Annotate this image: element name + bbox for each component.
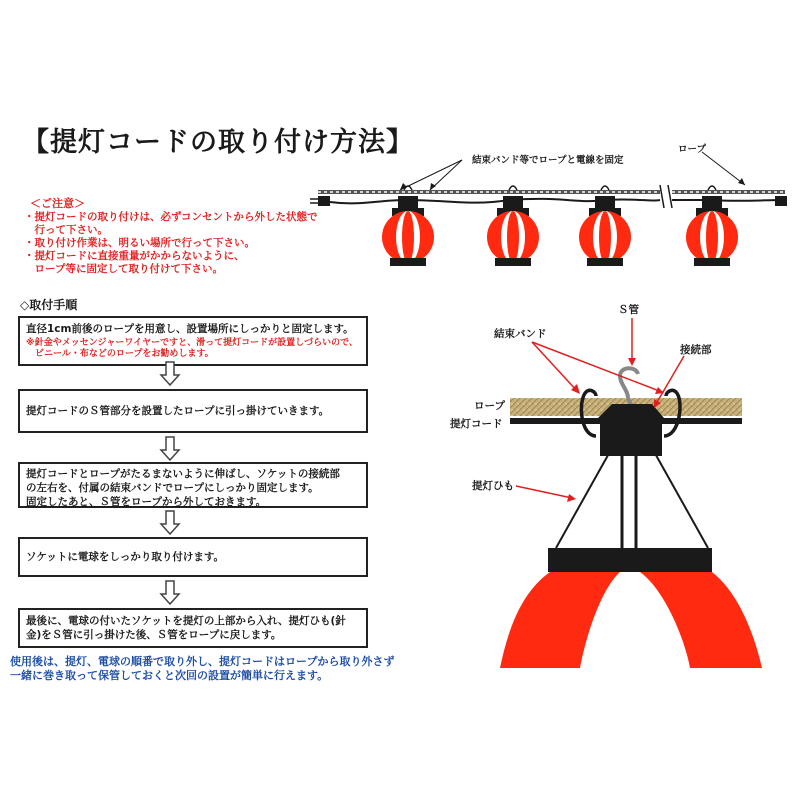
lantern-string-label: 提灯ひも xyxy=(472,480,514,492)
notice-line: ・提灯コードに直接重量がかからないように、 xyxy=(24,250,245,262)
step-3-line: の左右を、付属の結束バンドでロープにしっかり固定します。 xyxy=(26,482,319,494)
cable-tie-label: 結束バンド xyxy=(494,328,547,340)
notice-line: ・提灯コードの取り付けは、必ずコンセントから外した状態で xyxy=(24,211,318,223)
step-1-text: 直径1cm前後のロープを用意し、設置場所にしっかりと固定します。 xyxy=(26,323,354,335)
step-2-text: 提灯コードのＳ管部分を設置したロープに引っ掛けていきます。 xyxy=(26,405,330,417)
notice-line: 行って下さい。 xyxy=(24,224,108,236)
notice-line: ・取り付け作業は、明るい場所で行って下さい。 xyxy=(24,237,255,249)
rope-detail-label: ロープ xyxy=(474,400,505,412)
step-4-text: ソケットに電球をしっかり取り付けます。 xyxy=(26,551,225,563)
steps-heading: ◇取付手順 xyxy=(20,298,78,312)
step-3-line: 固定したあと、Ｓ管をロープから外しておきます。 xyxy=(26,496,267,508)
s-hook-label: Ｓ管 xyxy=(618,304,639,316)
step-5-line: 最後に、電球の付いたソケットを提灯の上部から入れ、提灯ひも(針 xyxy=(26,615,346,627)
step-1-note: ※針金やメッセンジャーワイヤーですと、滑って提灯コードが設置しづらいので、 xyxy=(26,338,358,348)
footer-line: 一緒に巻き取って保管しておくと次回の設置が簡単に行えます。 xyxy=(10,669,329,682)
step-1-note: ビニール・布などのロープをお勧めします。 xyxy=(26,349,214,359)
footer-line: 使用後は、提灯、電球の順番で取り外し、提灯コードはロープから取り外さず xyxy=(10,655,395,668)
notice-heading: ＜ご注意＞ xyxy=(30,197,85,210)
notice-line: ロープ等に固定して取り付けて下さい。 xyxy=(24,263,223,275)
step-5-line: 金)をＳ管に引っ掛けた後、Ｓ管をロープに戻します。 xyxy=(26,629,282,641)
rope-label: ロープ xyxy=(678,144,707,155)
joint-label: 接続部 xyxy=(680,344,712,356)
page-title: 【提灯コードの取り付け方法】 xyxy=(22,127,414,158)
cord-label: 提灯コード xyxy=(450,418,503,430)
band-label: 結束バンド等でロープと電線を固定 xyxy=(472,155,624,166)
step-3-line: 提灯コードとロープがたるまないように伸ばし、ソケットの接続部 xyxy=(26,468,340,480)
